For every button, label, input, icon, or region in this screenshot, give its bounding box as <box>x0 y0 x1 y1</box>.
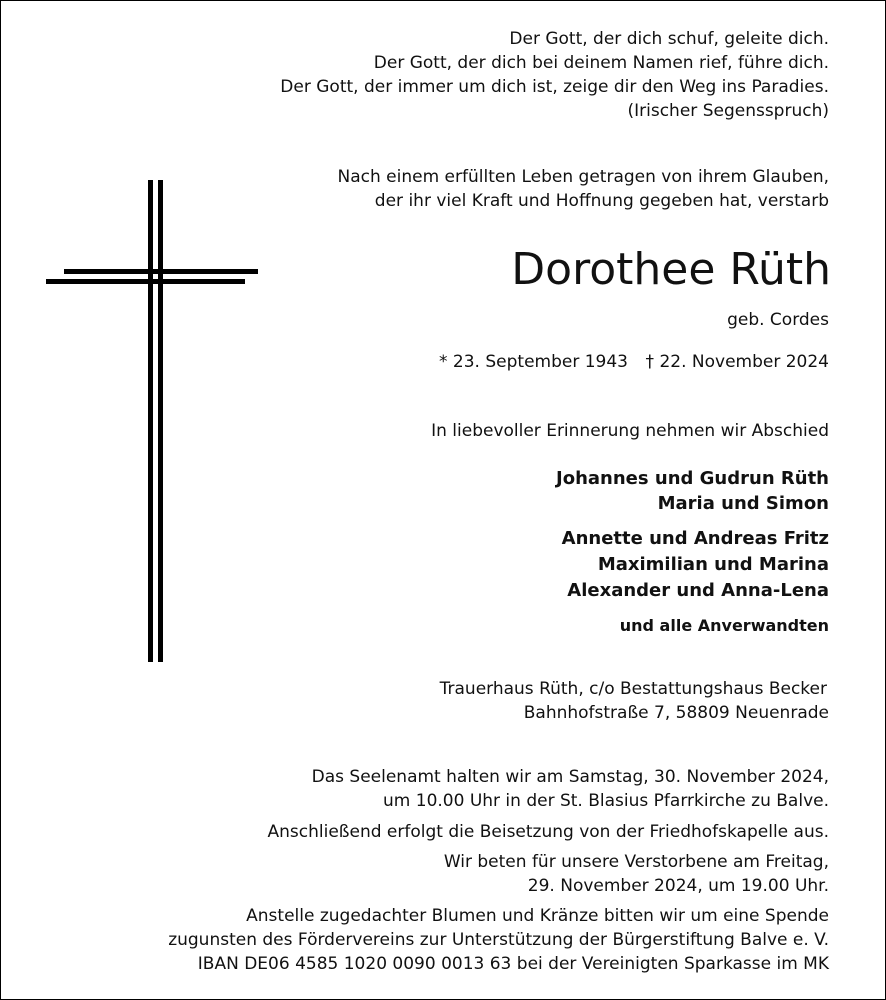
requiem-line: um 10.00 Uhr in der St. Blasius Pfarrkirche zu Balve. <box>383 791 829 811</box>
intro-line: Nach einem erfüllten Leben getragen von ihrem Glauben, <box>337 167 829 187</box>
death-date: † 22. November 2024 <box>645 352 829 372</box>
donation-line: zugunsten des Fördervereins zur Unterstützung der Bürgerstiftung Balve e. V. <box>168 930 829 950</box>
intro-line: der ihr viel Kraft und Hoffnung gegeben hat, verstarb <box>374 191 829 211</box>
blessing-line: Der Gott, der immer um dich ist, zeige dir den Weg ins Paradies. <box>280 77 829 97</box>
mourner-name: Johannes und Gudrun Rüth <box>556 468 829 489</box>
address-line: Trauerhaus Rüth, c/o Bestattungshaus Becker <box>439 679 827 699</box>
farewell-text: In liebevoller Erinnerung nehmen wir Abschied <box>431 421 829 441</box>
address-line: Bahnhofstraße 7, 58809 Neuenrade <box>523 703 829 723</box>
blessing-line: Der Gott, der dich bei deinem Namen rief, führe dich. <box>373 53 829 73</box>
maiden-name: geb. Cordes <box>727 310 829 330</box>
prayer-line: Wir beten für unsere Verstorbene am Freitag, <box>443 852 829 872</box>
donation-line: Anstelle zugedachter Blumen und Kränze bitten wir um eine Spende <box>246 906 829 926</box>
mourner-name: Maria und Simon <box>657 493 829 514</box>
prayer-line: 29. November 2024, um 19.00 Uhr. <box>527 876 829 896</box>
donation-line: IBAN DE06 4585 1020 0090 0013 63 bei der Vereinigten Sparkasse im MK <box>197 954 829 974</box>
requiem-line: Das Seelenamt halten wir am Samstag, 30. November 2024, <box>311 767 829 787</box>
relatives-text: und alle Anverwandten <box>619 616 829 635</box>
mourner-name: Annette und Andreas Fritz <box>561 528 829 549</box>
deceased-name: Dorothee Rüth <box>511 244 831 295</box>
blessing-line: Der Gott, der dich schuf, geleite dich. <box>509 29 829 49</box>
blessing-source: (Irischer Segensspruch) <box>627 101 829 121</box>
burial-text: Anschließend erfolgt die Beisetzung von der Friedhofskapelle aus. <box>267 822 829 842</box>
mourner-name: Alexander und Anna-Lena <box>567 580 829 601</box>
mourner-name: Maximilian und Marina <box>597 554 829 575</box>
birth-date: * 23. September 1943 <box>439 352 628 372</box>
